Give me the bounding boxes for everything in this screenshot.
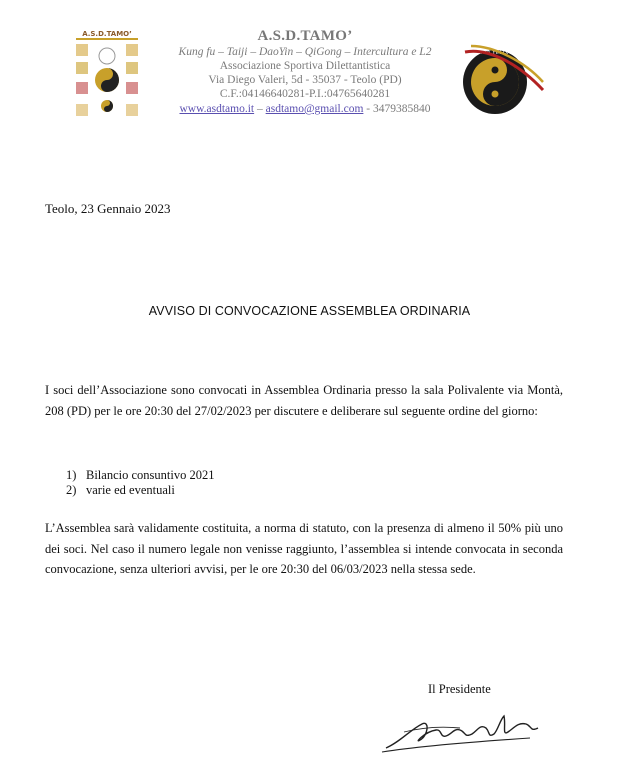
contacts (160, 101, 450, 117)
fiscal-code: C.F.:04146640281-P.I.:04765640281 (219, 88, 391, 100)
date-line: Teolo, 23 Gennaio 2023 (45, 201, 171, 216)
agenda-number: 1) (66, 468, 77, 482)
left-logo (72, 28, 142, 120)
right-logo-text: ACCADEMIA YIN DAO TAMO (457, 50, 533, 56)
agenda-number: 2) (66, 483, 77, 497)
disciplines: Kung fu – Taiji – DaoYin – QiGong – Intercultura e L2 (178, 46, 432, 58)
right-logo (455, 40, 547, 120)
website-link[interactable]: www.asdtamo.it (179, 103, 255, 115)
convocation-paragraph: I soci dell’Associazione sono convocati in Assemblea Ordinaria presso la sala Polivalente via Montà, 208 (PD) per le ore 20:30 del 27/02/2023 per discutere e deliberare sul seguente ordine del giorno: (45, 383, 563, 418)
contact-separator: – (254, 103, 266, 115)
org-name: A.S.D.TAMO’ (257, 28, 353, 44)
agenda-list (66, 468, 214, 498)
notice-heading: AVVISO DI CONVOCAZIONE ASSEMBLEA ORDINARIA (148, 304, 471, 318)
list-item (66, 468, 214, 483)
quorum-paragraph: L’Assemblea sarà validamente costituita, a norma di statuto, con la presenza di almeno il 50% più uno dei soci. Nel caso il numero legale non venisse raggiunto, l’assemblea si intende convocata in seconda convocazione, senza ulteriori avvisi, per le ore 20:30 del 06/03/2023 nella stessa sede. (45, 521, 563, 576)
list-item (66, 483, 214, 498)
org-type: Associazione Sportiva Dilettantistica (219, 60, 391, 72)
address: Via Diego Valeri, 5d - 35037 - Teolo (PD) (208, 74, 402, 86)
signature (380, 702, 550, 756)
left-logo-text: A.S.D.TAMO’ (82, 30, 132, 38)
signatory-title: Il Presidente (428, 682, 491, 696)
agenda-text: Bilancio consuntivo 2021 (86, 468, 215, 482)
letterhead (160, 28, 450, 117)
email-link[interactable]: asdtamo@gmail.com (265, 103, 364, 115)
phone: - 3479385840 (363, 103, 431, 115)
agenda-text: varie ed eventuali (86, 483, 175, 497)
